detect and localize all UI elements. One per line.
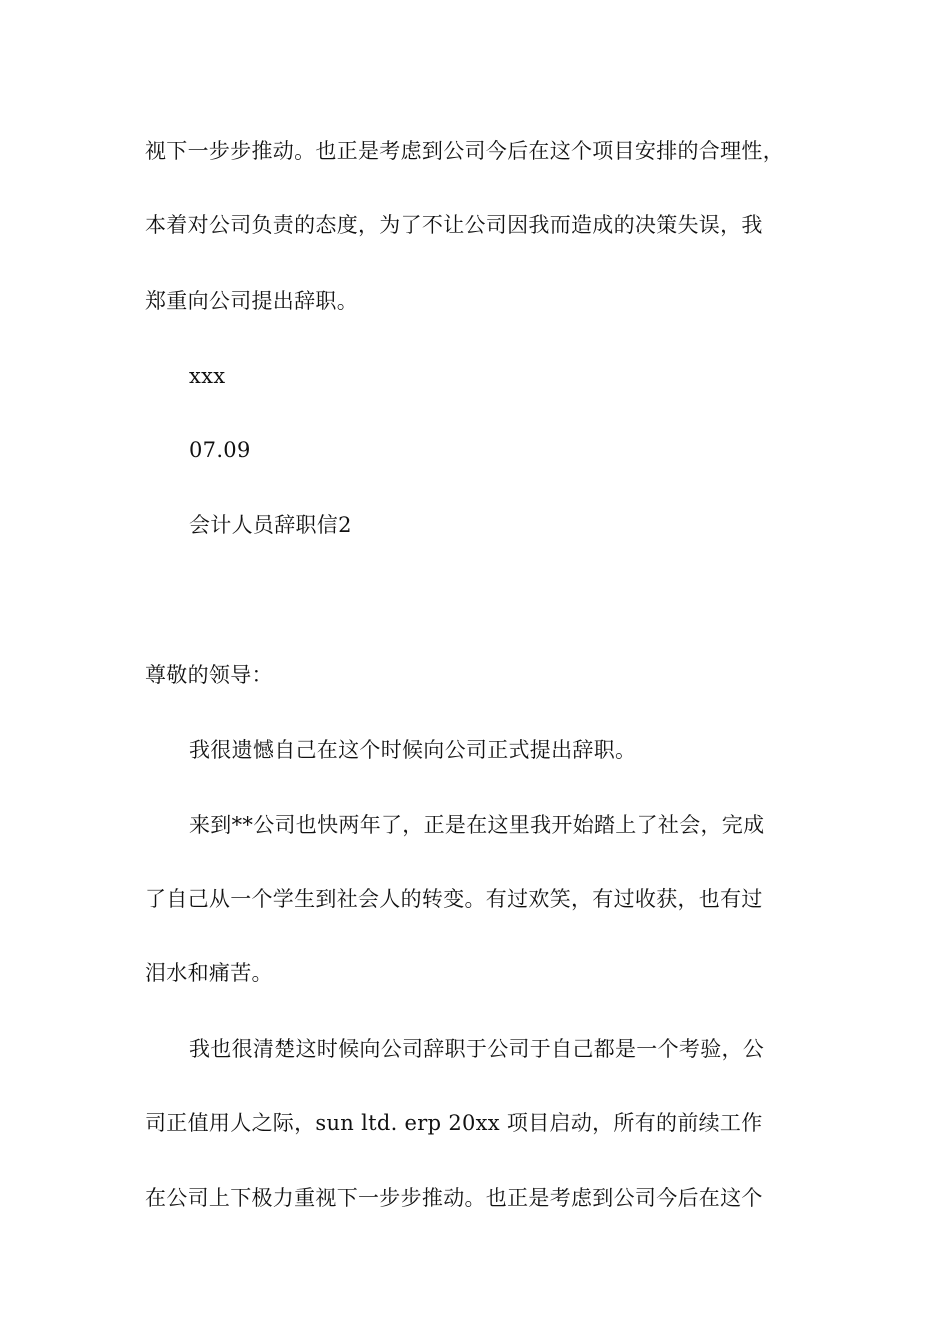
body-text-line: 我很遗憾自己在这个时候向公司正式提出辞职。: [189, 738, 637, 762]
body-text-line: 来到**公司也快两年了，正是在这里我开始踏上了社会，完成: [189, 813, 765, 837]
body-text-line: 在公司上下极力重视下一步步推动。也正是考虑到公司今后在这个: [145, 1186, 763, 1210]
signature-date: 07.09: [189, 438, 251, 462]
body-text-line: 了自己从一个学生到社会人的转变。有过欢笑，有过收获，也有过: [145, 887, 763, 911]
body-text-line: 视下一步步推动。也正是考虑到公司今后在这个项目安排的合理性，: [145, 139, 784, 163]
body-text-line: 我也很清楚这时候向公司辞职于公司于自己都是一个考验，公: [189, 1037, 765, 1061]
salutation: 尊敬的领导：: [145, 663, 273, 687]
signature-name: xxx: [189, 364, 226, 388]
body-text-line: 郑重向公司提出辞职。: [145, 289, 358, 313]
body-text-line: 泪水和痛苦。: [145, 961, 273, 985]
body-text-line: 本着对公司负责的态度，为了不让公司因我而造成的决策失误，我: [145, 213, 763, 237]
body-text-line: 司正值用人之际，sun ltd. erp 20xx 项目启动，所有的前续工作: [145, 1111, 763, 1135]
section-title: 会计人员辞职信2: [189, 513, 352, 537]
